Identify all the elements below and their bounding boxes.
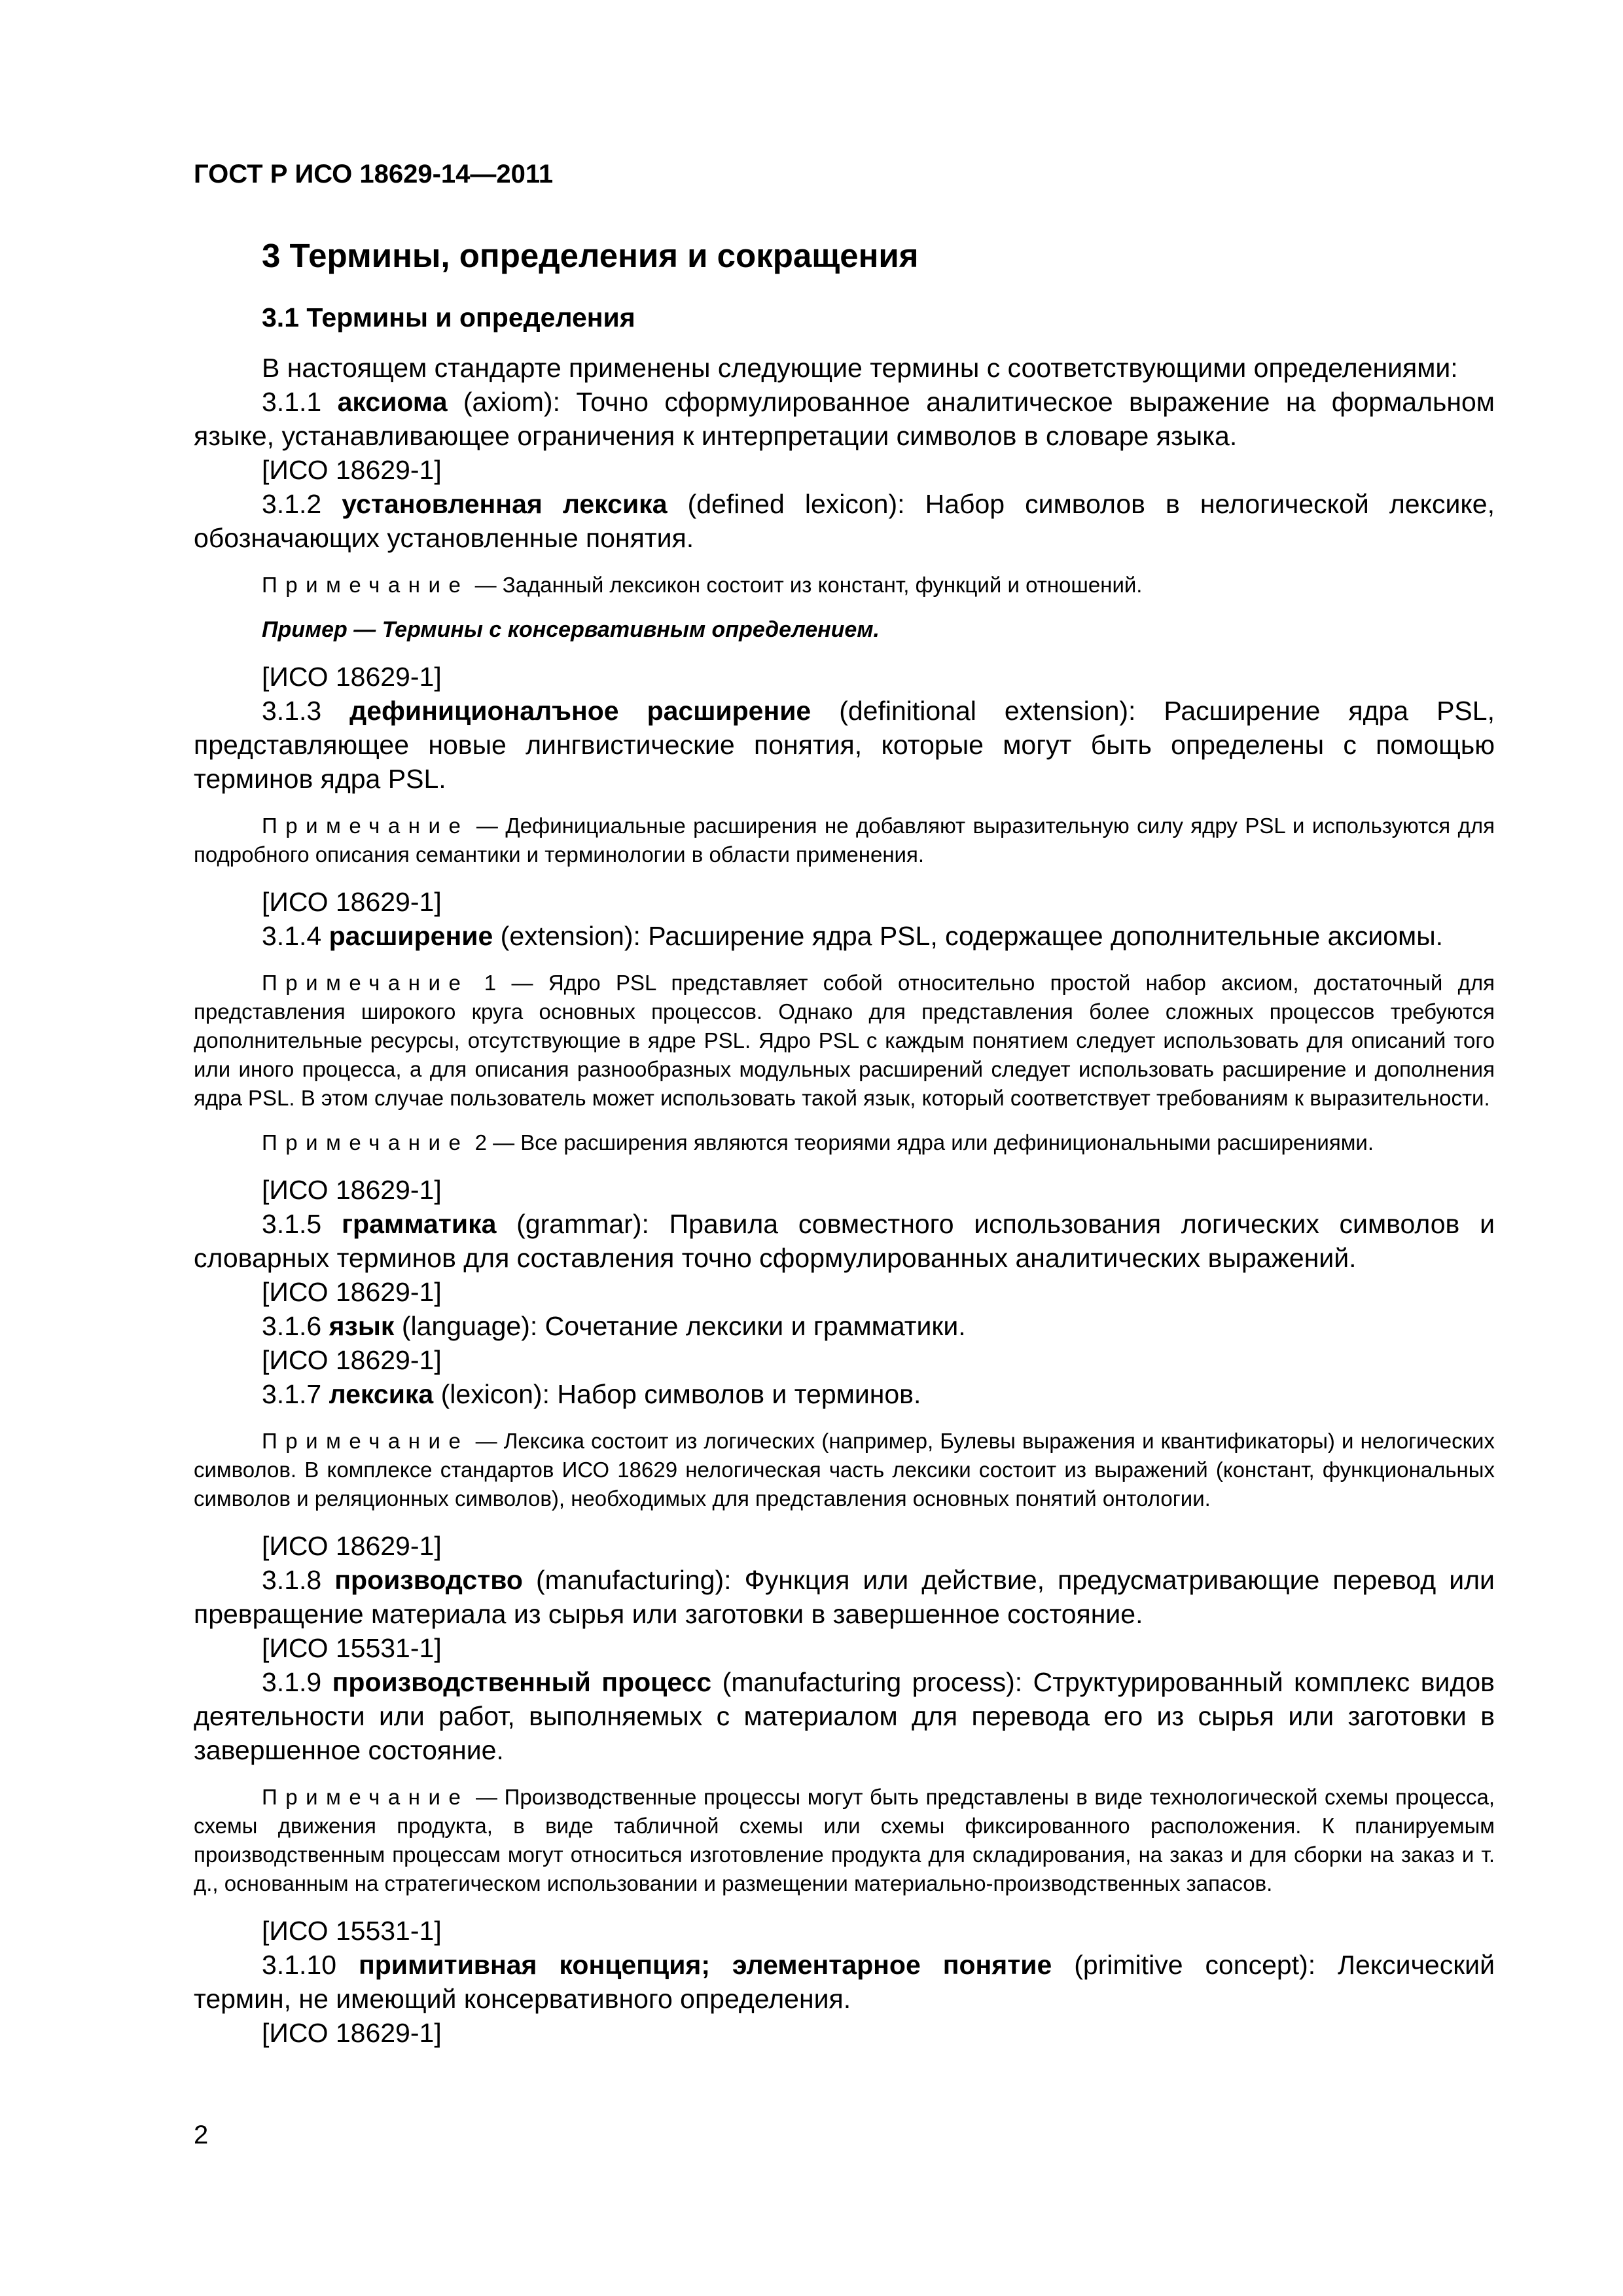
note-text: 2 — Все расширения являются теориями ядра или дефинициональными расширениями. bbox=[469, 1130, 1374, 1155]
term-number: 3.1.2 bbox=[262, 489, 322, 520]
term-lexicon bbox=[194, 1377, 1495, 1411]
term-defined-lexicon bbox=[194, 487, 1495, 555]
term-definition: (manufacturing): Функция или действие, предусматривающие перевод или превращение материала из сырья или заготовки в завершенное состояние. bbox=[194, 1565, 1495, 1630]
note-label: Примечание bbox=[262, 814, 469, 838]
term-number: 3.1.8 bbox=[262, 1565, 322, 1596]
term-note-1 bbox=[194, 969, 1495, 1113]
term-name: лексика bbox=[329, 1379, 434, 1410]
term-name: производственный процесс bbox=[332, 1667, 712, 1698]
note-label: Примечание bbox=[262, 573, 469, 598]
term-name: аксиома bbox=[337, 387, 448, 418]
term-reference: [ИСО 18629-1] bbox=[262, 1175, 442, 1206]
subsection-title: 3.1 Термины и определения bbox=[262, 302, 635, 333]
note-text: 1 — Ядро PSL представляет собой относительно простой набор аксиом, достаточный для представления широкого круга основных процессов. Однако для представления более сложных процессов требуются дополнительные ресурсы, отсутствующие в ядре PSL. Ядро PSL с каждым понятием следует использовать для описаний того или иного процесса, а для описания разнообразных модульных расширений следует использовать расширение и дополнения ядра PSL. В этом случае пользователь может использовать такой язык, который соответствует требованиям к выразительности. bbox=[194, 971, 1495, 1111]
term-reference: [ИСО 18629-1] bbox=[262, 1531, 442, 1562]
term-definition: (definitional extension): Расширение ядра PSL, представляющее новые лингвистические понятия, которые могут быть определены с помощью терминов ядра PSL. bbox=[194, 696, 1495, 795]
term-number: 3.1.3 bbox=[262, 696, 322, 726]
term-note-2 bbox=[194, 1128, 1495, 1157]
term-manufacturing-process bbox=[194, 1665, 1495, 1767]
term-definitional-extension bbox=[194, 694, 1495, 796]
term-definition: (primitive concept): Лексический термин, не имеющий консервативного определения. bbox=[194, 1950, 1495, 2015]
term-reference: [ИСО 15531-1] bbox=[262, 1633, 442, 1664]
term-definition: (axiom): Точно сформулированное аналитическое выражение на формальном языке, устанавливающее ограничения к интерпретации символов в словаре языка. bbox=[194, 387, 1495, 452]
term-reference: [ИСО 15531-1] bbox=[262, 1916, 442, 1946]
term-axiom bbox=[194, 385, 1495, 453]
page-number: 2 bbox=[194, 2121, 209, 2149]
term-note bbox=[194, 1783, 1495, 1898]
term-reference: [ИСО 18629-1] bbox=[262, 2018, 442, 2049]
section-title: 3 Термины, определения и сокращения bbox=[262, 237, 919, 274]
term-number: 3.1.4 bbox=[262, 921, 322, 952]
term-primitive-concept bbox=[194, 1948, 1495, 2016]
term-note bbox=[194, 571, 1495, 600]
term-number: 3.1.1 bbox=[262, 387, 322, 418]
term-number: 3.1.7 bbox=[262, 1379, 322, 1410]
term-name: производство bbox=[334, 1565, 523, 1596]
note-text: — Дефинициальные расширения не добавляют выразительную силу ядру PSL и используются для подробного описания семантики и терминологии в области применения. bbox=[194, 814, 1495, 867]
term-number: 3.1.5 bbox=[262, 1209, 322, 1240]
document-body bbox=[194, 236, 1495, 2050]
term-extension bbox=[194, 919, 1495, 953]
term-reference: [ИСО 18629-1] bbox=[262, 1345, 442, 1376]
term-definition: (language): Сочетание лексики и грамматики. bbox=[401, 1311, 966, 1342]
term-name: примитивная концепция; элементарное понятие bbox=[358, 1950, 1052, 1981]
term-note bbox=[194, 812, 1495, 869]
term-grammar bbox=[194, 1207, 1495, 1275]
term-name: установленная лексика bbox=[342, 489, 668, 520]
note-label: Примечание bbox=[262, 971, 469, 996]
term-definition: (defined lexicon): Набор символов в нелогической лексике, обозначающих установленные понятия. bbox=[194, 489, 1495, 554]
term-definition: (extension): Расширение ядра PSL, содержащее дополнительные аксиомы. bbox=[500, 921, 1444, 952]
term-reference: [ИСО 18629-1] bbox=[262, 1277, 442, 1308]
note-label: Примечание bbox=[262, 1130, 469, 1155]
term-name: язык bbox=[329, 1311, 395, 1342]
term-note bbox=[194, 1427, 1495, 1513]
note-text: — Лексика состоит из логических (например, Булевы выражения и квантификаторы) и нелогических символов. В комплексе стандартов ИСО 18629 нелогическая часть лексики состоит из выражений (констант, функциональных символов и реляционных символов), необходимых для представления основных понятий онтологии. bbox=[194, 1429, 1495, 1511]
term-definition: (grammar): Правила совместного использования логических символов и словарных терминов для составления точно сформулированных аналитических выражений. bbox=[194, 1209, 1495, 1274]
term-name: грамматика bbox=[341, 1209, 497, 1240]
term-definition: (lexicon): Набор символов и терминов. bbox=[440, 1379, 921, 1410]
term-reference: [ИСО 18629-1] bbox=[262, 887, 442, 918]
term-number: 3.1.9 bbox=[262, 1667, 322, 1698]
term-name: дефиниционалъное расширение bbox=[349, 696, 812, 726]
note-text: — Производственные процессы могут быть представлены в виде технологической схемы процесса, схемы движения продукта, в виде табличной схемы или схемы фиксированного расположения. К планируемым производственным процессам могут относиться изготовление продукта для складирования, на заказ и для сборки на заказ и т. д., основанным на стратегическом использовании и размещении материально-производственных запасов. bbox=[194, 1785, 1495, 1896]
note-label: Примечание bbox=[262, 1785, 469, 1810]
term-definition: (manufacturing process): Структурированный комплекс видов деятельности или работ, выполняемых с материалом для перевода его из сырья или заготовки в завершенное состояние. bbox=[194, 1667, 1495, 1766]
intro-paragraph: В настоящем стандарте применены следующие термины с соответствующими определениями: bbox=[262, 353, 1458, 384]
term-name: расширение bbox=[329, 921, 493, 952]
term-language bbox=[194, 1309, 1495, 1343]
document-code: ГОСТ Р ИСО 18629-14—2011 bbox=[194, 160, 554, 188]
term-number: 3.1.10 bbox=[262, 1950, 336, 1981]
note-label: Примечание bbox=[262, 1429, 469, 1454]
note-text: — Заданный лексикон состоит из констант, функций и отношений. bbox=[469, 573, 1143, 598]
term-reference: [ИСО 18629-1] bbox=[262, 662, 442, 692]
term-number: 3.1.6 bbox=[262, 1311, 322, 1342]
term-reference: [ИСО 18629-1] bbox=[262, 455, 442, 486]
term-example: Пример — Термины с консервативным определением. bbox=[262, 617, 880, 643]
term-manufacturing bbox=[194, 1563, 1495, 1631]
